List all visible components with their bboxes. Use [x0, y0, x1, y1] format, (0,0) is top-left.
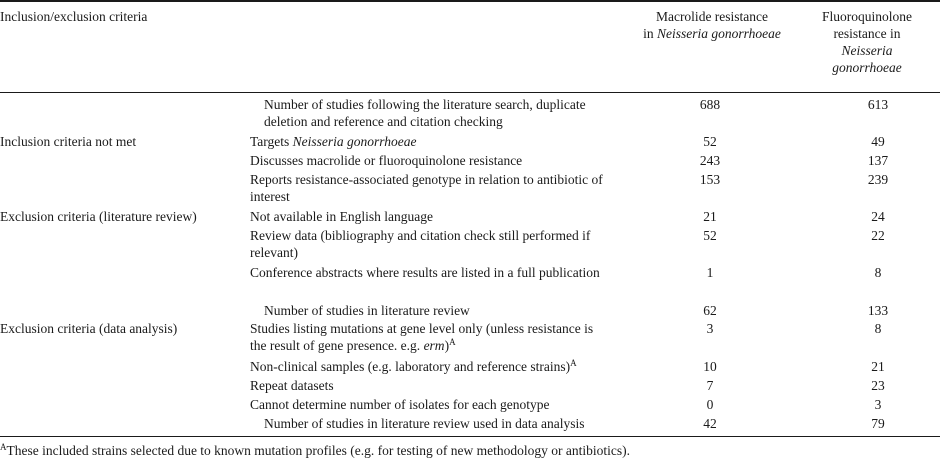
group-cell: Exclusion criteria (literature review): [0, 209, 197, 224]
fluoroquinolone-cell: 24: [871, 209, 885, 224]
group-cell: Exclusion criteria (data analysis): [0, 321, 178, 336]
header-macrolide: Macrolide resistance in Neisseria gonorrhoeae: [643, 9, 781, 41]
fluoroquinolone-cell: 3: [874, 397, 882, 412]
criterion-cell: Discusses macrolide or fluoroquinolone resistance: [250, 153, 523, 168]
macrolide-cell: 52: [703, 228, 717, 243]
criterion-cell: Number of studies following the literature search, duplicate deletion and reference and citation checking: [264, 97, 586, 129]
criterion-cell: Conference abstracts where results are listed in a full publication: [250, 265, 600, 280]
group-cell: Inclusion criteria not met: [0, 134, 137, 149]
fluoroquinolone-cell: 613: [867, 97, 889, 112]
fluoroquinolone-cell: 8: [874, 265, 882, 280]
fluoroquinolone-cell: 49: [871, 134, 885, 149]
fluoroquinolone-cell: 133: [867, 303, 889, 318]
macrolide-cell: 42: [703, 416, 717, 431]
macrolide-cell: 7: [706, 378, 714, 393]
criterion-cell: Reports resistance-associated genotype in relation to antibiotic of interest: [250, 172, 603, 204]
macrolide-cell: 1: [706, 265, 714, 280]
criterion-cell: Review data (bibliography and citation check still performed if relevant): [250, 228, 591, 260]
fluoroquinolone-cell: 239: [867, 172, 889, 187]
table-footnote: $^A$These included strains selected due to known mutation profiles (e.g. for testing of new methodology or antibiotics).: [0, 442, 630, 458]
criterion-cell: Number of studies in literature review used in data analysis: [264, 416, 585, 431]
macrolide-cell: 62: [703, 303, 717, 318]
header-criteria: Inclusion/exclusion criteria: [0, 9, 148, 24]
macrolide-cell: 153: [699, 172, 721, 187]
header-rule: [0, 92, 940, 93]
criterion-cell: Repeat datasets: [250, 378, 334, 393]
fluoroquinolone-cell: 8: [874, 321, 882, 336]
bottom-rule: [0, 436, 940, 437]
macrolide-cell: 243: [699, 153, 721, 168]
macrolide-cell: 52: [703, 134, 717, 149]
fluoroquinolone-cell: 79: [871, 416, 885, 431]
criterion-cell: Not available in English language: [250, 209, 433, 224]
macrolide-cell: 10: [703, 359, 717, 374]
header-fluoroquinolone: Fluoroquinolone resistance in Neisseria gonorrhoeae: [822, 9, 912, 75]
macrolide-cell: 21: [703, 209, 717, 224]
fluoroquinolone-cell: 137: [867, 153, 889, 168]
criterion-cell: Cannot determine number of isolates for each genotype: [250, 397, 550, 412]
fluoroquinolone-cell: 21: [871, 359, 885, 374]
criterion-cell: Non-clinical samples (e.g. laboratory and reference strains)$^A$: [250, 358, 577, 374]
criterion-cell: Targets Neisseria gonorrhoeae: [250, 134, 417, 149]
criterion-cell: Studies listing mutations at gene level only (unless resistance is the result of gene presence. e.g. erm)$^A$: [250, 321, 594, 353]
macrolide-cell: 688: [699, 97, 721, 112]
macrolide-cell: 3: [706, 321, 714, 336]
fluoroquinolone-cell: 23: [871, 378, 885, 393]
criterion-cell: Number of studies in literature review: [264, 303, 470, 318]
macrolide-cell: 0: [706, 397, 714, 412]
fluoroquinolone-cell: 22: [871, 228, 885, 243]
top-rule: [0, 0, 940, 2]
